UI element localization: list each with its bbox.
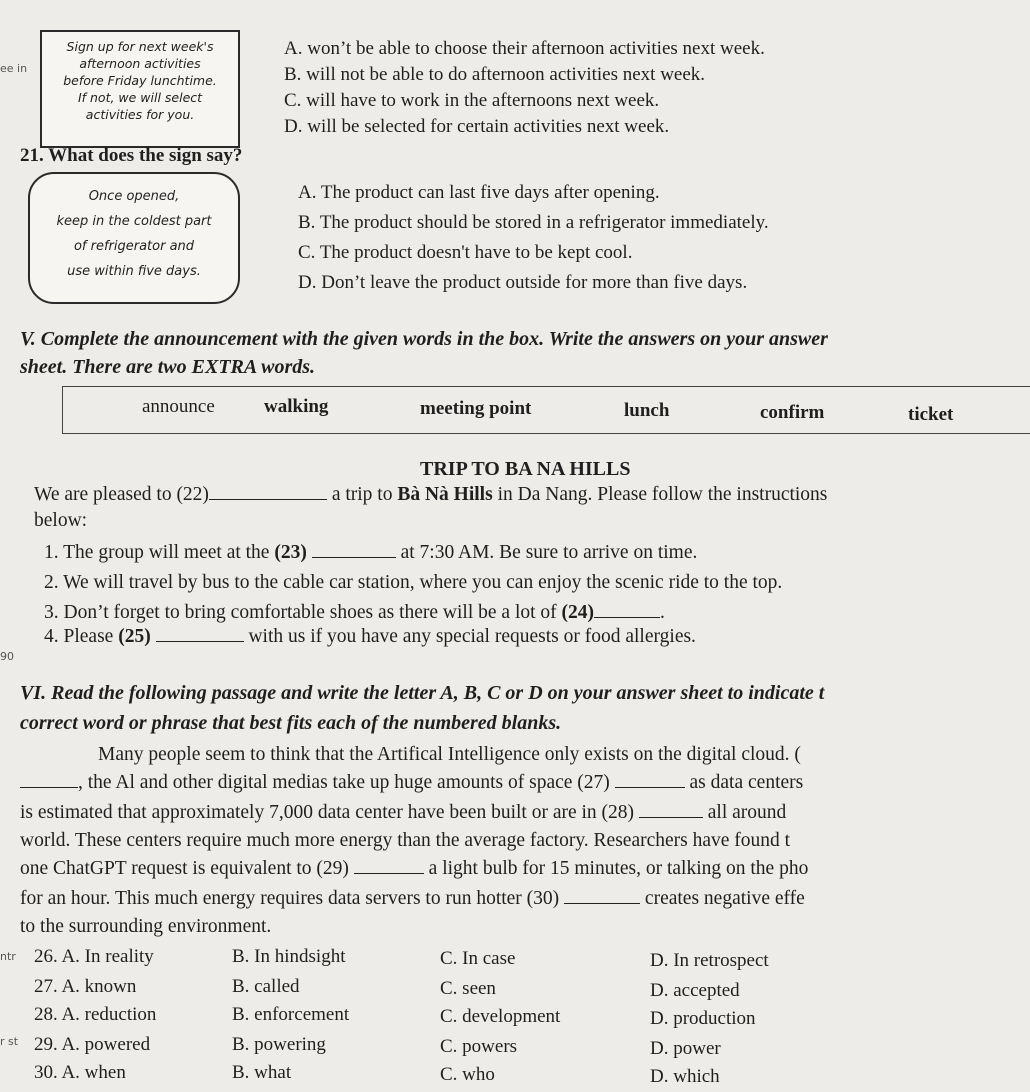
intro-place: Bà Nà Hills [397, 484, 493, 505]
word-announce: announce [142, 396, 215, 417]
q29-option-b: B. powering [232, 1034, 326, 1055]
passage-line-6 [20, 888, 805, 910]
intro-text-a: We are pleased to (22) [34, 484, 209, 505]
sign-line: Once opened, [88, 189, 180, 204]
q30-option-c: C. who [440, 1064, 495, 1085]
blank-24 [594, 603, 660, 618]
passage-line-3 [20, 802, 786, 824]
sign-line: use within five days. [67, 264, 201, 279]
intro-text-c: in Da Nang. Please follow the instructions [497, 484, 828, 505]
margin-fragment: 90 [0, 650, 14, 663]
q28-option-c: C. development [440, 1006, 561, 1027]
q21-option-c: C. The product doesn't have to be kept cool. [298, 242, 633, 263]
q21-question: 21. What does the sign say? [20, 145, 243, 166]
passage-line-7: to the surrounding environment. [20, 916, 272, 937]
q26-option-a: 26. A. In reality [34, 946, 154, 967]
passage-line-4: world. These centers require much more energy than the average factory. Researchers have found t [20, 830, 791, 851]
item3-text: 3. Don’t forget to bring comfortable shoes as there will be a lot of [44, 602, 557, 623]
sign-line: Sign up for next week's [66, 39, 214, 54]
passage-text: , the Al and other digital medias take up huge amounts of space (27) [78, 772, 610, 793]
intro-text-b: a trip to [331, 484, 393, 505]
passage-text: for an hour. This much energy requires data servers to run hotter (30) [20, 888, 560, 909]
blank-27 [615, 773, 685, 788]
blank-30 [564, 889, 640, 904]
q28-option-d: D. production [650, 1008, 756, 1029]
intro-line [34, 484, 827, 506]
q27-option-a: 27. A. known [34, 976, 137, 997]
sign-line: activities for you. [85, 107, 195, 122]
margin-fragment: r st [0, 1035, 19, 1048]
blank-29 [354, 859, 424, 874]
section5-heading: V. Complete the announcement with the given words in the box. Write the answers on your answer [20, 328, 828, 350]
word-lunch: lunch [624, 400, 670, 421]
item4-text: 4. Please [44, 626, 114, 647]
sign-line: before Friday lunchtime. [63, 73, 217, 88]
notice-sign-storage [28, 172, 240, 304]
instruction-1 [44, 542, 697, 564]
announcement-title: TRIP TO BA NA HILLS [420, 458, 631, 480]
item4-text-b: with us if you have any special requests or food allergies. [248, 626, 696, 647]
passage-line-1: Many people seem to think that the Artifical Intelligence only exists on the digital cloud. ( [98, 744, 801, 765]
sign-line: of refrigerator and [73, 239, 195, 254]
q21-option-b: B. The product should be stored in a refrigerator immediately. [298, 212, 769, 233]
sign-line: afternoon activities [79, 56, 201, 71]
section6-heading-cont: correct word or phrase that best fits each of the numbered blanks. [20, 712, 562, 734]
q30-option-d: D. which [650, 1066, 720, 1087]
margin-fragment: ee in [0, 62, 28, 75]
instruction-3 [44, 602, 665, 624]
q29-option-d: D. power [650, 1038, 721, 1059]
passage-text: creates negative effe [644, 888, 805, 909]
word-confirm: confirm [760, 402, 825, 423]
sign-line: If not, we will select [77, 90, 203, 105]
q26-option-b: B. In hindsight [232, 946, 346, 967]
q26-option-c: C. In case [440, 948, 516, 969]
passage-text: is estimated that approximately 7,000 data center have been built or are in (28) [20, 802, 635, 823]
passage-text: all around [707, 802, 787, 823]
q21-option-a: A. The product can last five days after opening. [298, 182, 660, 203]
item3-number: (24) [561, 602, 595, 623]
instruction-2: 2. We will travel by bus to the cable car station, where you can enjoy the scenic ride to the top. [44, 572, 783, 593]
blank-25 [156, 627, 244, 642]
intro-line-2: below: [34, 510, 88, 531]
passage-text: one ChatGPT request is equivalent to (29) [20, 858, 349, 879]
section5-heading-cont: sheet. There are two EXTRA words. [20, 356, 316, 378]
item1-text-b: at 7:30 AM. Be sure to arrive on time. [400, 542, 698, 563]
q20-option-a: A. won’t be able to choose their afternoon activities next week. [284, 38, 765, 59]
blank-23 [312, 543, 396, 558]
q20-option-d: D. will be selected for certain activities next week. [284, 116, 670, 137]
sign-line: keep in the coldest part [56, 214, 212, 229]
passage-text: as data centers [689, 772, 804, 793]
q29-option-a: 29. A. powered [34, 1034, 151, 1055]
margin-fragment: ntr [0, 950, 16, 963]
word-meeting-point: meeting point [420, 398, 532, 419]
item4-number: (25) [118, 626, 151, 647]
q21-option-d: D. Don’t leave the product outside for more than five days. [298, 272, 748, 293]
q20-option-c: C. will have to work in the afternoons next week. [284, 90, 660, 111]
passage-text: a light bulb for 15 minutes, or talking on the pho [428, 858, 809, 879]
blank-28 [639, 803, 703, 818]
q27-option-b: B. called [232, 976, 300, 997]
q28-option-b: B. enforcement [232, 1004, 350, 1025]
q28-option-a: 28. A. reduction [34, 1004, 157, 1025]
word-ticket: ticket [908, 404, 954, 425]
word-walking: walking [264, 396, 329, 417]
blank-22 [209, 485, 327, 500]
q30-option-b: B. what [232, 1062, 292, 1083]
passage-line-2 [20, 772, 803, 794]
q30-option-a: 30. A. when [34, 1062, 126, 1083]
blank-26 [20, 773, 78, 788]
q26-option-d: D. In retrospect [650, 950, 769, 971]
section6-heading: VI. Read the following passage and write the letter A, B, C or D on your answer sheet to indicate t [20, 682, 825, 704]
passage-line-5 [20, 858, 808, 880]
item1-number: (23) [274, 542, 307, 563]
notice-sign-signup [40, 30, 240, 148]
q27-option-c: C. seen [440, 978, 496, 999]
q20-option-b: B. will not be able to do afternoon activities next week. [284, 64, 706, 85]
q27-option-d: D. accepted [650, 980, 740, 1001]
item1-text: 1. The group will meet at the [44, 542, 270, 563]
q29-option-c: C. powers [440, 1036, 518, 1057]
instruction-4 [44, 626, 696, 648]
item3-end: . [660, 602, 665, 623]
